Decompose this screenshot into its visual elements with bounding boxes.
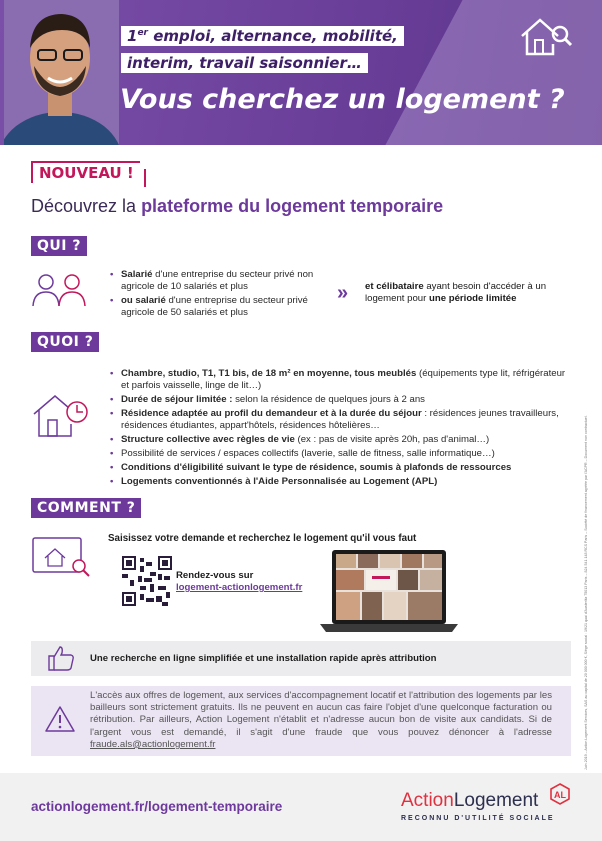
rendez-vous-text (176, 570, 302, 594)
screen-search-icon (31, 536, 93, 580)
thumbs-up-icon (46, 644, 76, 672)
rendez-vous-label: Rendez-vous sur (176, 570, 254, 581)
section-tag-comment: COMMENT ? (31, 498, 141, 518)
house-search-icon (518, 14, 574, 60)
warning-icon (44, 704, 76, 734)
section-tag-quoi: QUOI ? (31, 332, 99, 352)
header-headline: Vous cherchez un logement ? (120, 84, 565, 115)
list-item: • Conditions d'éligibilité suivant le type de résidence, soumis à plafonds de ressources (108, 462, 570, 474)
comment-title: Saisissez votre demande et recherchez le logement qu'il vous faut (108, 533, 417, 544)
qui-list (108, 269, 333, 321)
list-item: • Durée de séjour limitée : selon la résidence de quelques jours à 2 ans (108, 394, 570, 406)
fraud-email-link[interactable]: fraude.als@actionlogement.fr (90, 738, 216, 750)
side-legal-text: Juin 2019 – Action Logement Services, SAS au capital de 20 000 000 €, Siège social : 19/21 quai d'Austerlitz 75013 Paris – 824 541 148 RCS Paris – Société de financement agréée par l'ACPR – Document non contractuel. (584, 415, 588, 770)
quoi-list (108, 368, 570, 490)
list-item: • Logements conventionnés à l'Aide Personnalisée au Logement (APL) (108, 476, 570, 488)
list-item: • Chambre, studio, T1, T1 bis, de 18 m² en moyenne, tous meublés (équipements type lit, réfrigérateur et parfois vaisselle, linge de lit…) (108, 368, 570, 392)
people-icon (30, 270, 90, 310)
section-tag-qui: QUI ? (31, 236, 87, 256)
brand-logo-text: ActionLogement (401, 790, 539, 811)
brand-tagline: RECONNU D'UTILITÉ SOCIALE (401, 815, 555, 822)
platform-link[interactable]: logement-actionlogement.fr (176, 582, 303, 593)
svg-text:AL: AL (554, 790, 566, 800)
laptop-illustration (318, 548, 460, 634)
footer-url-link[interactable]: actionlogement.fr/logement-temporaire (31, 799, 283, 814)
fraud-notice: L'accès aux offres de logement, aux services d'accompagnement locatif et l'attribution des logements par les bailleurs sont strictement gratuits. Ils ne peuvent en aucun cas faire l'objet d'une quelconque facturation ou rétribution. Par ailleurs, Action Logement n'établit et n'adresse aucun bon de visite aux candidats. Si de l'argent vous est demandé, il s'agit d'une fraude que vous pouvez dénoncer à l'adresse fraude.als@actionlogement.fr (90, 690, 552, 750)
header-banner (0, 0, 602, 145)
house-clock-icon (31, 390, 93, 440)
new-badge: NOUVEAU ! (31, 161, 140, 183)
page-title: Découvrez la plateforme du logement temporaire (31, 196, 444, 216)
person-photo (4, 0, 119, 145)
list-item: • Résidence adaptée au profil du demandeur et à la durée du séjour : résidences jeunes travailleurs, résidences étudiantes, appart'hôtels, résidences hôtelières… (108, 408, 570, 432)
list-item: • ou salarié d'une entreprise du secteur privé agricole de 50 salariés et plus (108, 295, 333, 319)
qui-condition: et célibataire ayant besoin d'accéder à un logement pour une période limitée (365, 281, 547, 304)
list-item: • Possibilité de services / espaces collectifs (laverie, salle de fitness, salle informatique…) (108, 448, 570, 460)
list-item: • Structure collective avec règles de vie (ex : pas de visite après 20h, pas d'animal…) (108, 434, 570, 446)
qr-code[interactable] (122, 556, 172, 606)
highlight-text: Une recherche en ligne simplifiée et une installation rapide après attribution (90, 653, 437, 664)
header-line-2: interim, travail saisonnier… (121, 53, 368, 73)
double-arrow-icon: » (337, 282, 349, 304)
header-line-1: 1er emploi, alternance, mobilité, (121, 26, 404, 46)
brand-al-logo-icon (549, 783, 571, 805)
list-item: • Salarié d'une entreprise du secteur privé non agricole de 10 salariés et plus (108, 269, 333, 293)
